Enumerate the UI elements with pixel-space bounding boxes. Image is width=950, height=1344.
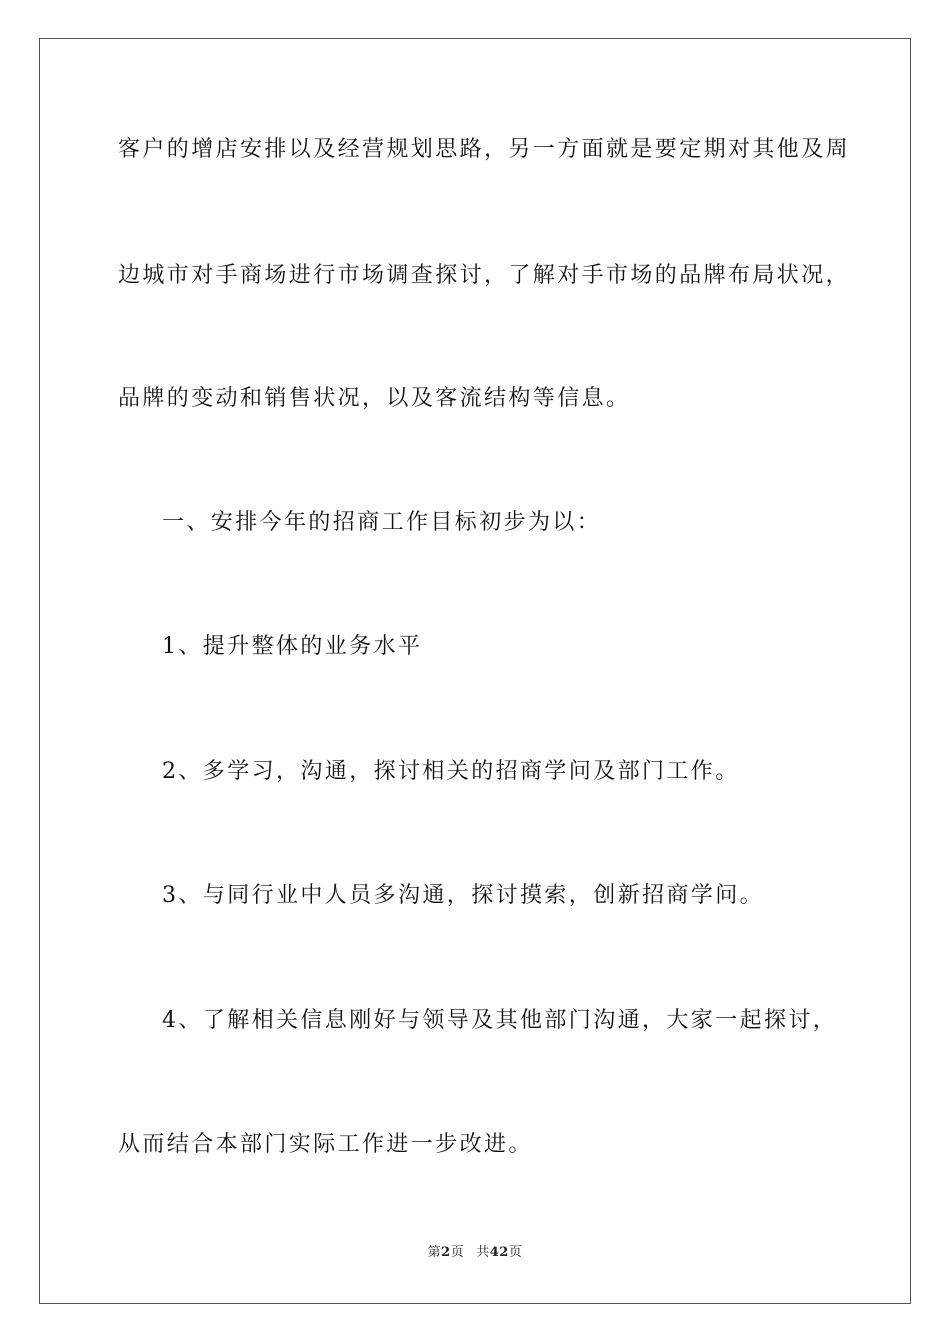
- page-suffix: 页: [450, 1245, 465, 1260]
- page-number: 2: [441, 1245, 451, 1260]
- paragraph-line-1: 客户的增店安排以及经营规划思路，另一方面就是要定期对其他及周: [118, 137, 851, 162]
- total-prefix: 共: [476, 1245, 490, 1260]
- page-prefix: 第: [427, 1245, 442, 1260]
- list-item-4: 4、了解相关信息刚好与领导及其他部门沟通，大家一起探讨，: [162, 1008, 838, 1033]
- list-item-2: 2、多学习，沟通，探讨相关的招商学问及部门工作。: [162, 759, 740, 784]
- list-item-1: 1、提升整体的业务水平: [162, 634, 423, 659]
- paragraph-line-2: 边城市对手商场进行市场调查探讨，了解对手市场的品牌布局状况，: [118, 263, 851, 288]
- section-heading: 一、安排今年的招商工作目标初步为以：: [162, 510, 602, 535]
- paragraph-line-3: 品牌的变动和销售状况，以及客流结构等信息。: [118, 386, 631, 411]
- page-border: [39, 38, 911, 1304]
- total-pages: 42: [489, 1245, 509, 1260]
- list-item-4-continuation: 从而结合本部门实际工作进一步改进。: [118, 1132, 533, 1157]
- list-item-3: 3、与同行业中人员多沟通，探讨摸索，创新招商学问。: [162, 883, 764, 908]
- page-footer: [0, 1244, 950, 1262]
- total-suffix: 页: [508, 1245, 523, 1260]
